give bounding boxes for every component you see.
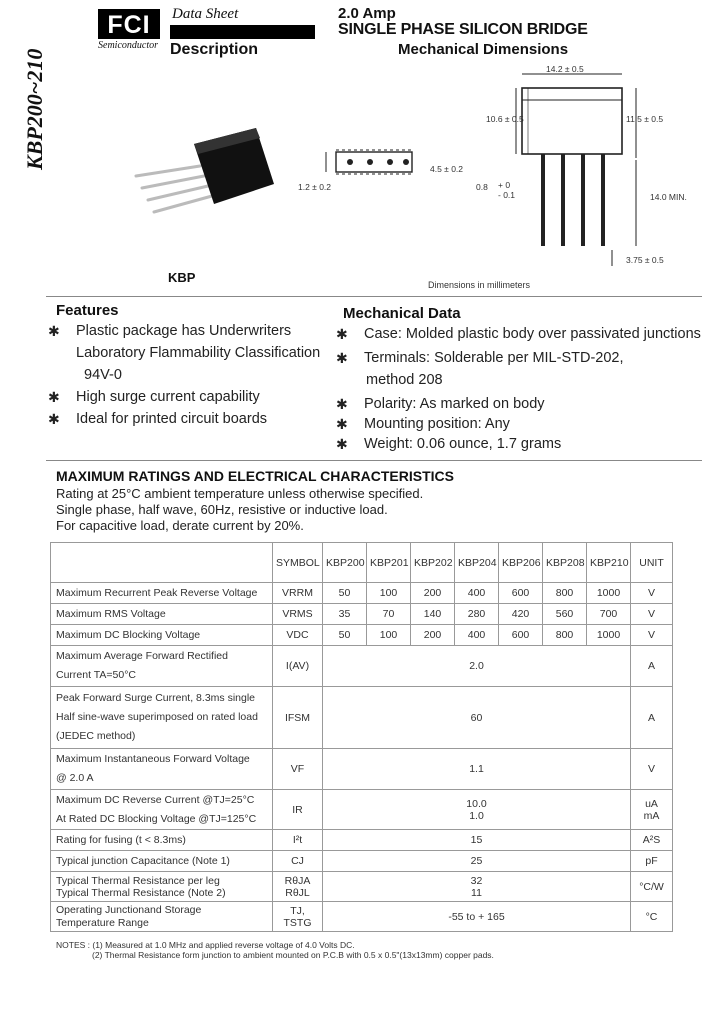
note-1: NOTES : (1) Measured at 1.0 MHz and applied reverse voltage of 4.0 Volts DC. bbox=[56, 940, 355, 950]
dim-height-b: 11.5 ± 0.5 bbox=[626, 114, 664, 124]
header-bar bbox=[170, 25, 315, 39]
feature-item: Laboratory Flammability Classification bbox=[76, 345, 321, 361]
part-range-vertical: KBP200~210 bbox=[22, 48, 47, 170]
header-cell: KBP206 bbox=[499, 543, 543, 583]
fci-logo bbox=[98, 9, 160, 39]
mech-item: ✱ Weight: 0.06 ounce, 1.7 grams bbox=[336, 436, 562, 452]
header-cell: UNIT bbox=[631, 543, 673, 583]
package-label: KBP bbox=[168, 270, 196, 285]
table-row: Maximum RMS Voltage VRMS 35 70 140 280 420 560 700 V bbox=[51, 604, 673, 625]
header-cell: SYMBOL bbox=[273, 543, 323, 583]
dim-lead-tol-plus: + 0 bbox=[498, 180, 511, 190]
table-row: Maximum DC Blocking Voltage VDC 50 100 200 400 600 800 1000 V bbox=[51, 625, 673, 646]
dim-width: 14.2 ± 0.5 bbox=[546, 64, 584, 74]
feature-item: ✱ High surge current capability bbox=[48, 389, 260, 405]
header-cell: KBP210 bbox=[587, 543, 631, 583]
ratings-table bbox=[50, 542, 673, 932]
mech-item: ✱ Mounting position: Any bbox=[336, 416, 510, 432]
dim-pitch: 3.75 ± 0.5 bbox=[626, 255, 664, 265]
table-row: Maximum Recurrent Peak Reverse Voltage VRRM 50 100 200 400 600 800 1000 V bbox=[51, 583, 673, 604]
feature-item: ✱ Ideal for printed circuit boards bbox=[48, 411, 268, 427]
company-subtitle: Semiconductor bbox=[98, 40, 158, 51]
table-row: Typical junction Capacitance (Note 1) CJ 25 pF bbox=[51, 851, 673, 872]
dimension-drawing bbox=[296, 60, 706, 275]
package-image bbox=[128, 118, 288, 218]
datasheet-label: Data Sheet bbox=[172, 6, 239, 22]
feature-item: ✱ Plastic package has Underwriters bbox=[48, 323, 292, 339]
product-title: SINGLE PHASE SILICON BRIDGE bbox=[338, 21, 588, 38]
mechanical-dimensions-title: Mechanical Dimensions bbox=[398, 41, 569, 58]
table-row: Typical Thermal Resistance per leg Typical Thermal Resistance (Note 2) RθJA RθJL 32 11 °C/W bbox=[51, 872, 673, 902]
notes bbox=[56, 940, 494, 960]
header-cell: KBP202 bbox=[411, 543, 455, 583]
header-cell: KBP204 bbox=[455, 543, 499, 583]
header-cell: KBP208 bbox=[543, 543, 587, 583]
table-row: Peak Forward Surge Current, 8.3ms single Half sine-wave superimposed on rated load (JEDEC method) IFSM 60 A bbox=[51, 687, 673, 749]
header-cell: KBP201 bbox=[367, 543, 411, 583]
header-cell: KBP200 bbox=[323, 543, 367, 583]
feature-item: 94V-0 bbox=[84, 367, 122, 383]
table-row: Maximum Average Forward Rectified Current TA=50°C I(AV) 2.0 A bbox=[51, 646, 673, 687]
ratings-line: Rating at 25°C ambient temperature unless otherwise specified. bbox=[56, 486, 424, 501]
dim-lead-length: 14.0 MIN. bbox=[650, 192, 687, 202]
logo-text: FCI bbox=[107, 11, 151, 39]
features-title: Features bbox=[56, 302, 119, 319]
note-2: (2) Thermal Resistance form junction to ambient mounted on P.C.B with 0.5 x 0.5"(13x13mm) copper pads. bbox=[92, 950, 494, 960]
current-rating: 2.0 Amp bbox=[338, 5, 396, 22]
mech-item: ✱ Case: Molded plastic body over passivated junctions bbox=[336, 326, 701, 342]
mechanical-list bbox=[336, 326, 708, 456]
separator-mid bbox=[46, 460, 702, 461]
mechanical-title: Mechanical Data bbox=[343, 305, 461, 322]
dim-height-a: 10.6 ± 0.5 bbox=[486, 114, 524, 124]
table-row: Operating Junctionand Storage Temperature Range TJ, TSTG -55 to + 165 °C bbox=[51, 902, 673, 932]
mech-item: ✱ Polarity: As marked on body bbox=[336, 396, 545, 412]
header-cell bbox=[51, 543, 273, 583]
mech-item: method 208 bbox=[366, 372, 443, 388]
table-row: Rating for fusing (t < 8.3ms) I²t 15 A²S bbox=[51, 830, 673, 851]
dim-lead-width: 0.8 bbox=[476, 182, 488, 192]
separator-top bbox=[46, 296, 702, 297]
dim-side-height: 4.5 ± 0.2 bbox=[430, 164, 464, 174]
mech-item: ✱ Terminals: Solderable per MIL-STD-202, bbox=[336, 350, 624, 366]
table-row: Maximum DC Reverse Current @TJ=25°C At Rated DC Blocking Voltage @TJ=125°C IR 10.0 1.0 uA mA bbox=[51, 790, 673, 830]
description-label: Description bbox=[170, 41, 259, 58]
table-header-row bbox=[51, 543, 673, 583]
dim-side-thickness: 1.2 ± 0.2 bbox=[298, 182, 332, 192]
dimension-note: Dimensions in millimeters bbox=[428, 280, 531, 290]
ratings-title: MAXIMUM RATINGS AND ELECTRICAL CHARACTERISTICS bbox=[56, 468, 454, 484]
ratings-line: Single phase, half wave, 60Hz, resistive or inductive load. bbox=[56, 502, 388, 517]
table-row: Maximum Instantaneous Forward Voltage @ 2.0 A VF 1.1 V bbox=[51, 749, 673, 790]
features-list bbox=[48, 323, 338, 433]
ratings-line: For capacitive load, derate current by 20%. bbox=[56, 518, 304, 533]
dim-lead-tol-minus: - 0.1 bbox=[498, 190, 516, 200]
